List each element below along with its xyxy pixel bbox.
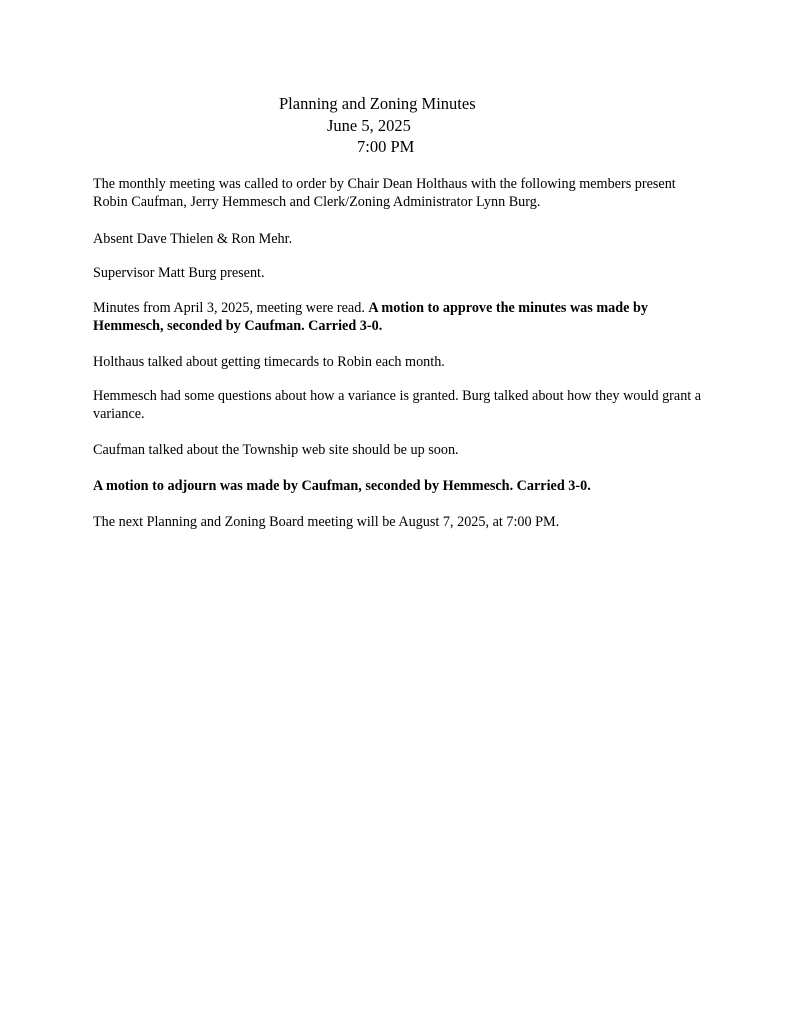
document-title: Planning and Zoning Minutes <box>279 94 476 113</box>
variance-paragraph: Hemmesch had some questions about how a variance is granted. Burg talked about how they would grant a variance. <box>93 388 702 422</box>
timecards-paragraph: Holthaus talked about getting timecards to Robin each month. <box>93 354 445 370</box>
supervisor-present-paragraph: Supervisor Matt Burg present. <box>93 265 265 281</box>
website-paragraph: Caufman talked about the Township web site should be up soon. <box>93 442 459 458</box>
absent-members-paragraph: Absent Dave Thielen & Ron Mehr. <box>93 231 293 247</box>
adjourn-motion-paragraph: A motion to adjourn was made by Caufman, seconded by Hemmesch. Carried 3-0. <box>93 478 591 494</box>
next-meeting-paragraph: The next Planning and Zoning Board meeting will be August 7, 2025, at 7:00 PM. <box>93 514 560 530</box>
minutes-read-text: Minutes from April 3, 2025, meeting were read. <box>93 300 369 316</box>
approval-motion-text: A motion to approve the minutes was made by Hemmesch, seconded by Caufman. Carried 3-0. <box>93 300 648 334</box>
minutes-approval-paragraph <box>93 299 703 335</box>
meeting-date: June 5, 2025 <box>327 116 411 135</box>
meeting-time: 7:00 PM <box>357 137 415 156</box>
call-to-order-paragraph: The monthly meeting was called to order by Chair Dean Holthaus with the following members present Robin Caufman, Jerry Hemmesch and Clerk/Zoning Administrator Lynn Burg. <box>93 176 676 210</box>
